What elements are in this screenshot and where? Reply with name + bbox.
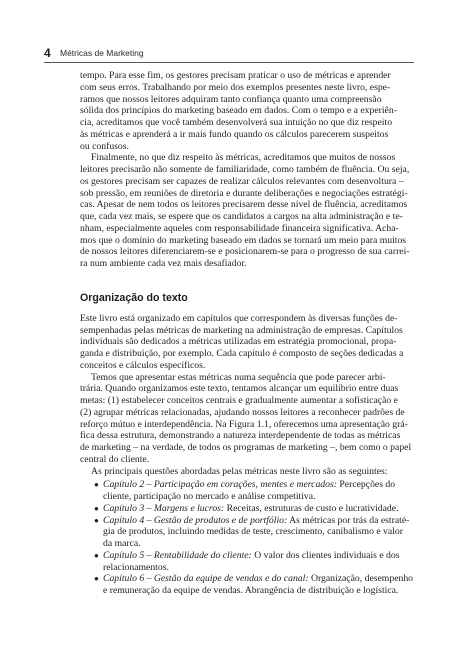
text-line: cia, acreditamos que você também desenvolverá sua intuição no que diz respeito [80, 117, 393, 128]
text-line: tempo. Para esse fim, os gestores precisam praticar o uso de métricas e aprender [80, 70, 391, 81]
chapter-title: Capítulo 6 – Gestão da equipe de vendas e do canal: [103, 573, 309, 585]
header-rule [44, 62, 414, 63]
text-line: reforço mútuo e interdependência. Na Figura 1.1, oferecemos uma apresentação grá- [80, 418, 408, 430]
text-line: ramos que nossos leitores adquiram tanto confiança quanto uma compreensão [80, 93, 382, 105]
text-line: individuais são dedicados a métricas utilizadas em estratégia promocional, propa- [80, 336, 397, 348]
text-line: leitores precisarão não somente de familiaridade, como também de fluência. Ou seja, [80, 164, 410, 175]
body-text [80, 70, 416, 597]
text-line: sob pressão, em reuniões de diretoria e durante deliberações e negociações estratégi- [80, 187, 408, 199]
paragraph [80, 70, 416, 152]
text-line: de marketing – na verdade, de todos os programas de marketing –, bem como o papel [80, 442, 412, 453]
text-line: com seus erros. Trabalhando por meio dos exemplos presentes neste livro, espe- [80, 81, 391, 93]
text-line: às métricas e aprenderá a ir mais fundo quando os cálculos parecerem suspeitos [80, 128, 389, 140]
text-line: sempenhadas pelas métricas de marketing na administração de empresas. Capítulos [80, 324, 403, 336]
text-line: conceitos e cálculos específicos. [80, 359, 206, 371]
chapter-description: Organização, desempenho [308, 573, 414, 585]
text-line: Finalmente, no que diz respeito às métricas, acreditamos que muitos de nossos [91, 152, 396, 164]
text-line: sólida dos princípios do marketing baseado em dados. Com o tempo e a experiên- [80, 105, 397, 117]
list-item [91, 550, 416, 574]
chapter-description: Percepções do [336, 479, 396, 491]
chapter-description: O valor dos clientes individuais e dos [251, 549, 400, 561]
text-line: trária. Quando organizamos este texto, tentamos alcançar um equilíbrio entre duas [80, 383, 399, 395]
text-line: ganda e distribuição, por exemplo. Cada capítulo é composto de seções dedicadas a [80, 348, 404, 359]
chapter-title: Capítulo 2 – Participação em corações, mentes e mercados: [103, 479, 337, 491]
list-item [91, 573, 416, 597]
list-item [91, 503, 416, 515]
bullet-icon: ● [94, 550, 99, 560]
text-line: e remuneração da equipe de vendas. Abrangência de distribuição e logística. [103, 585, 399, 596]
text-line: que, cada vez mais, se espere que os candidatos a cargos na alta administração e te- [80, 211, 403, 222]
paragraph [80, 372, 416, 466]
section-heading: Organização do texto [80, 291, 188, 304]
text-line: As principais questões abordadas pelas métricas neste livro são as seguintes: [91, 465, 388, 477]
paragraph [80, 313, 416, 372]
text-line: gia de produtos, incluindo medidas de teste, crescimento, canibalismo e valor [103, 526, 403, 538]
paragraph [80, 152, 416, 270]
page-number: 4 [44, 46, 51, 60]
bullet-icon: ● [94, 574, 99, 584]
text-line: ou confusos. [80, 140, 129, 152]
text-line: (2) agrupar métricas relacionadas, ajudando nossos leitores a reconhecer padrões de [80, 406, 405, 418]
chapter-description: Receitas, estruturas de custo e lucratividade. [224, 502, 399, 514]
chapter-title: Capítulo 3 – Margens e lucros: [103, 502, 225, 514]
paragraph [80, 466, 416, 478]
text-line: Temos que apresentar estas métricas numa sequência que pode parecer arbi- [91, 371, 386, 383]
text-line: cliente, participação no mercado e análise competitiva. [103, 491, 316, 502]
text-line: metas: (1) estabelecer conceitos centrais e gradualmente aumentar a sofisticação e [80, 395, 398, 406]
text-line: da marca. [103, 538, 141, 549]
text-line: fica dessa estrutura, demonstrando a natureza interdependente de todas as métricas [80, 430, 401, 442]
text-line: relacionamentos. [103, 561, 169, 573]
text-line: central do cliente. [80, 453, 150, 465]
text-line: nham, especialmente aqueles com responsabilidade financeira significativa. Acha- [80, 222, 399, 234]
text-line: ra num ambiente cada vez mais desafiador. [80, 258, 247, 269]
chapter-list [80, 479, 416, 597]
running-title: Métricas de Marketing [60, 48, 144, 58]
list-item [91, 515, 416, 550]
text-line: de nossos leitores diferenciarem-se e posicionarem-se para o progresso de sua carrei- [80, 246, 410, 258]
text-line: cas. Apesar de nem todos os leitores precisarem desse nível de fluência, acreditamos [80, 199, 408, 211]
running-head [44, 46, 414, 60]
text-line: Este livro está organizado em capítulos que correspondem às diversas funções de- [80, 312, 398, 324]
list-item [91, 479, 416, 503]
bullet-icon: ● [94, 515, 99, 525]
chapter-title: Capítulo 4 – Gestão de produtos e de portfólio: [103, 514, 288, 526]
chapter-title: Capítulo 5 – Rentabilidade do cliente: [103, 549, 252, 561]
chapter-description: As métricas por trás da estraté- [287, 514, 410, 526]
bullet-icon: ● [94, 480, 99, 490]
text-line: os gestores precisam ser capazes de realizar cálculos relevantes com desenvoltura – [80, 175, 404, 187]
text-line: mos que o domínio do marketing baseado em dados se tornará um meio para muitos [80, 234, 407, 246]
bullet-icon: ● [94, 503, 99, 513]
